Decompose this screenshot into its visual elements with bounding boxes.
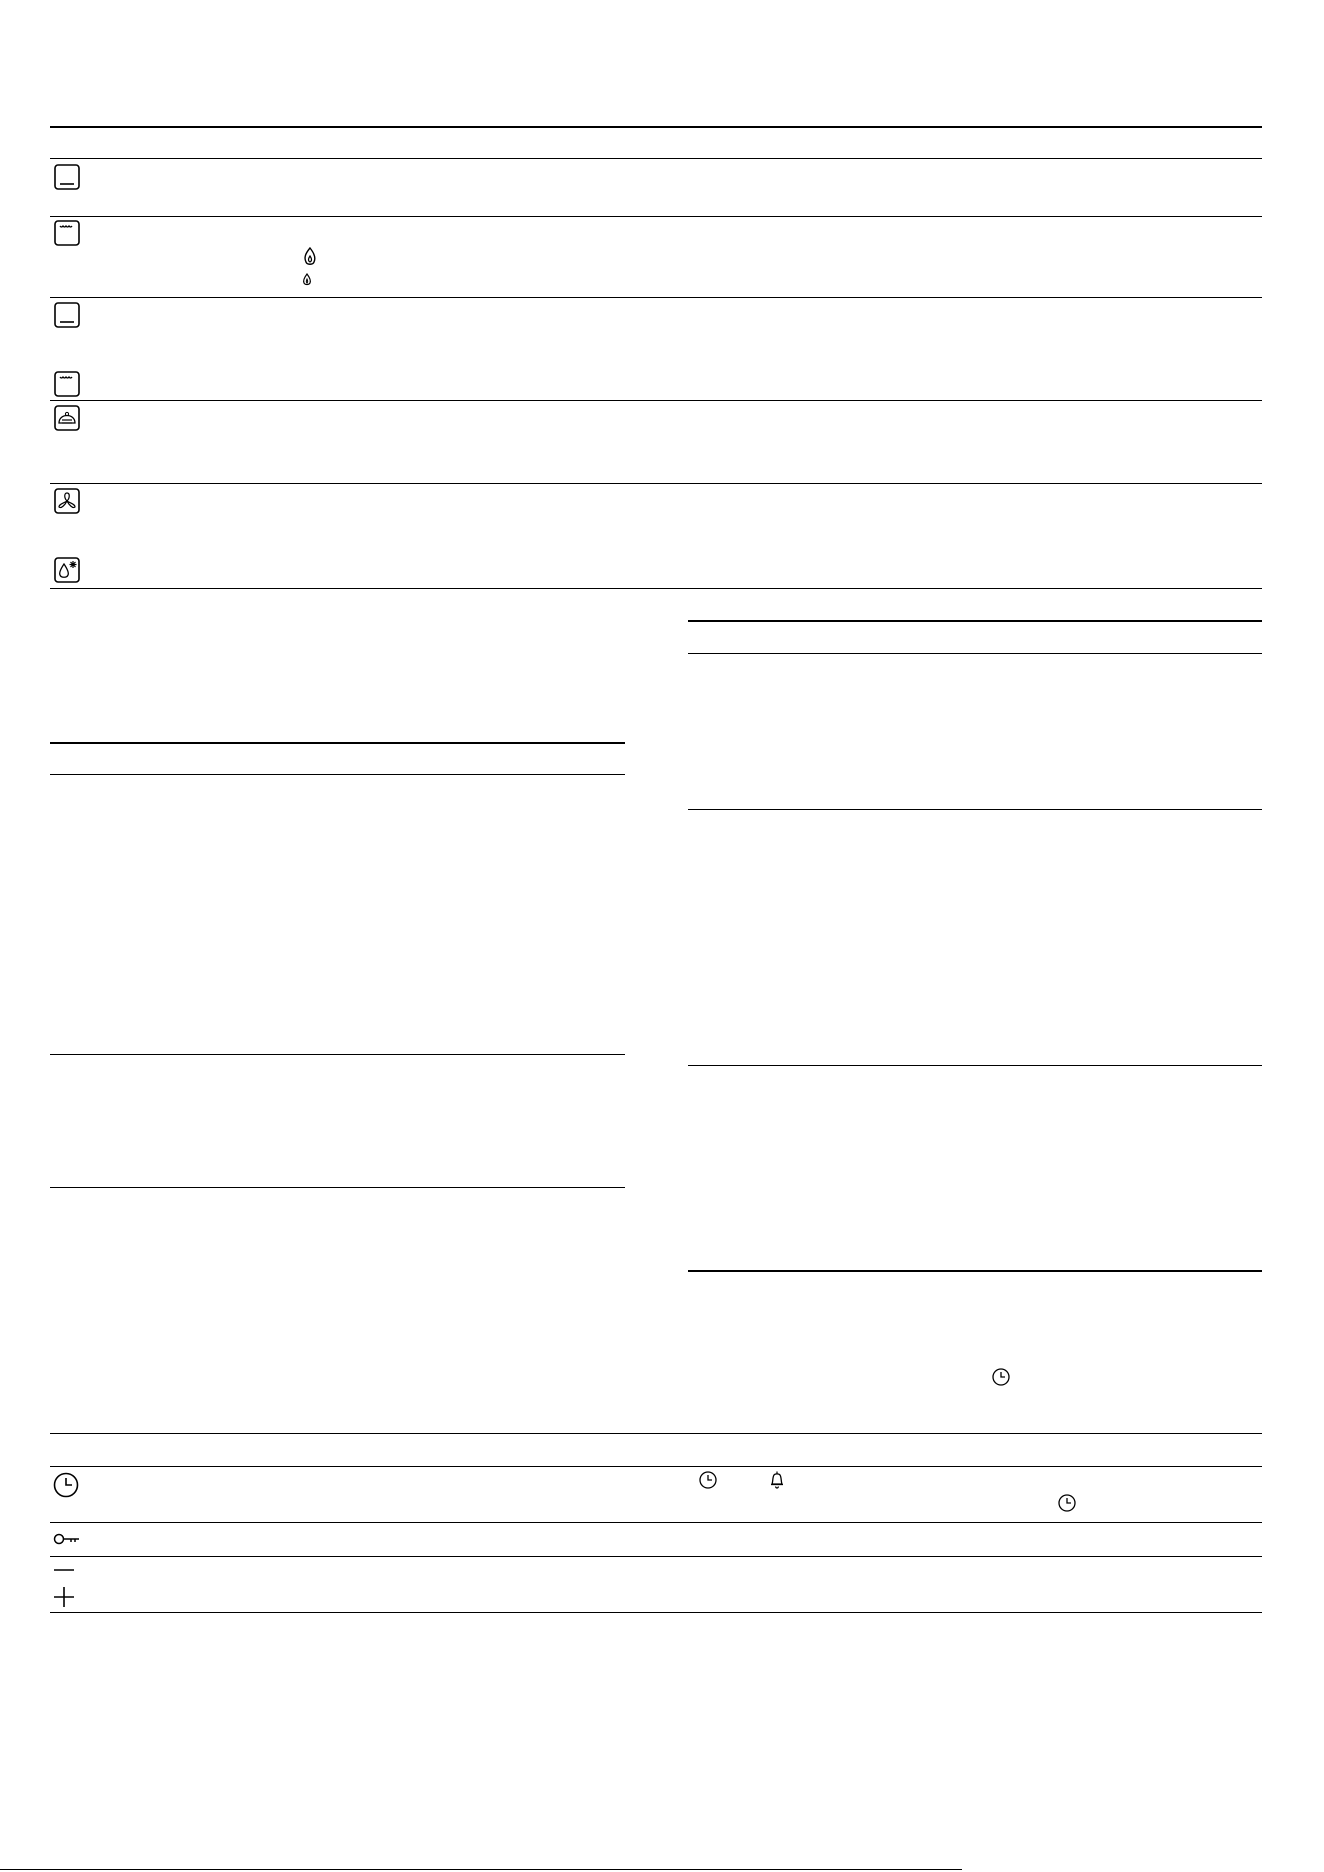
bell-icon xyxy=(769,1470,785,1490)
fan-icon xyxy=(54,488,80,514)
oven-bottom-heat-icon xyxy=(54,302,80,328)
right-table-row-rule xyxy=(688,809,1262,810)
plus-icon xyxy=(53,1586,75,1608)
left-table-bottom-rule xyxy=(50,1187,625,1188)
left-table-top-rule xyxy=(50,742,625,744)
right-table-header-rule xyxy=(688,653,1262,654)
minus-icon xyxy=(53,1568,75,1572)
clock-icon xyxy=(1058,1494,1076,1512)
mode-table-row-rule xyxy=(50,216,1262,217)
gas-flame-large-icon xyxy=(303,247,317,267)
mode-table-header-rule xyxy=(50,158,1262,159)
mode-table-top-rule xyxy=(50,126,1262,128)
left-table-row-rule xyxy=(50,1054,625,1055)
oven-light-icon xyxy=(54,405,80,431)
key-lock-icon xyxy=(53,1532,81,1546)
button-table-top-rule xyxy=(50,1433,1262,1434)
oven-bottom-heat-icon xyxy=(54,164,80,190)
left-table-header-rule xyxy=(50,774,625,775)
mode-table-bottom-rule xyxy=(50,588,1262,589)
clock-icon xyxy=(53,1472,79,1498)
clock-icon xyxy=(699,1471,717,1489)
button-table-row-rule xyxy=(50,1522,1262,1523)
gas-flame-small-icon xyxy=(302,273,312,287)
right-table-row-rule xyxy=(688,1065,1262,1066)
button-table-row-rule xyxy=(50,1556,1262,1557)
oven-top-heat-icon xyxy=(54,220,80,246)
right-table-top-rule xyxy=(688,620,1262,622)
button-table-header-rule xyxy=(50,1466,1262,1467)
defrost-icon xyxy=(54,557,80,583)
clock-icon xyxy=(992,1368,1010,1386)
page-footer-rule xyxy=(0,1869,962,1870)
right-table-bottom-rule xyxy=(688,1270,1262,1272)
mode-table-row-rule xyxy=(50,400,1262,401)
mode-table-row-rule xyxy=(50,483,1262,484)
mode-table-row-rule xyxy=(50,297,1262,298)
oven-top-heat-icon xyxy=(54,371,80,397)
button-table-bottom-rule xyxy=(50,1612,1262,1613)
